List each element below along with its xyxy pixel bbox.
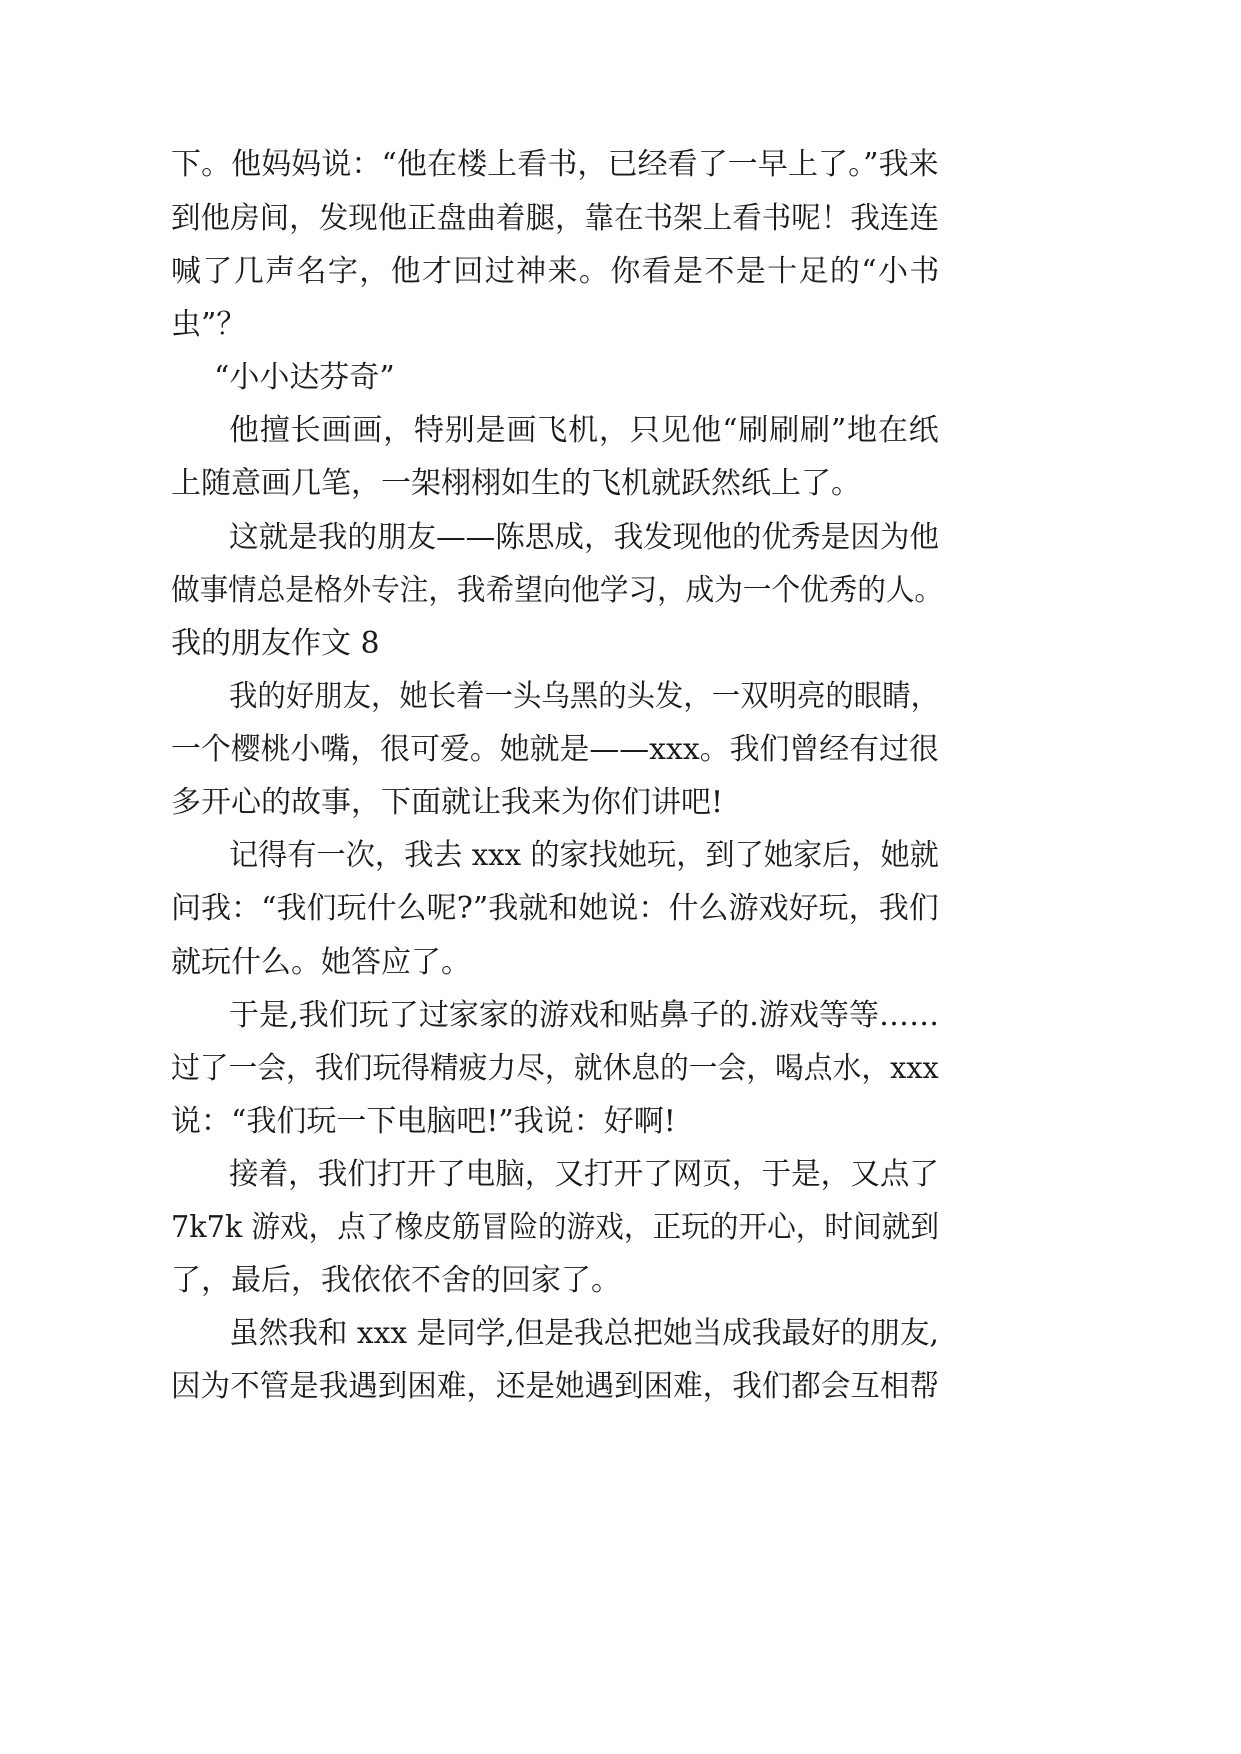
text-line <box>0 1208 1241 1248</box>
line-text: 这就是我的朋友——陈思成，我发现他的优秀是因为他 <box>229 520 939 555</box>
text-line <box>0 252 1241 292</box>
line-text: 做事情总是格外专注，我希望向他学习，成为一个优秀的人。 <box>171 573 943 608</box>
line-text: 多开心的故事，下面就让我来为你们讲吧! <box>171 785 724 820</box>
text-line <box>0 411 1241 451</box>
section-heading <box>0 624 1241 664</box>
subheading <box>0 358 1241 398</box>
text-line <box>0 1049 1241 1089</box>
line-text: 7k7k 游戏，点了橡皮筋冒险的游戏，正玩的开心，时间就到 <box>171 1210 940 1245</box>
line-text: 记得有一次，我去 xxx 的家找她玩，到了她家后，她就 <box>229 838 939 873</box>
line-text: 就玩什么。她答应了。 <box>171 945 471 980</box>
line-text: 说：“我们玩一下电脑吧!”我说：好啊! <box>171 1104 676 1139</box>
text-line <box>0 996 1241 1036</box>
text-line <box>0 464 1241 504</box>
text-line <box>0 943 1241 983</box>
text-line <box>0 730 1241 770</box>
text-line <box>0 1314 1241 1354</box>
line-text: 我的好朋友，她长着一头乌黑的头发，一双明亮的眼睛， <box>229 679 939 714</box>
text-line <box>0 1102 1241 1142</box>
line-text: 因为不管是我遇到困难，还是她遇到困难，我们都会互相帮 <box>171 1369 939 1404</box>
text-line <box>0 518 1241 558</box>
line-text: 了，最后，我依依不舍的回家了。 <box>171 1263 621 1298</box>
text-line <box>0 783 1241 823</box>
text-line <box>0 889 1241 929</box>
text-line <box>0 199 1241 239</box>
line-text: 接着，我们打开了电脑，又打开了网页，于是，又点了 <box>229 1157 939 1192</box>
line-text: 于是,我们玩了过家家的游戏和贴鼻子的.游戏等等…… <box>229 998 940 1033</box>
text-line <box>0 571 1241 611</box>
line-text: 虫”？ <box>171 307 247 342</box>
line-text: 他擅长画画，特别是画飞机，只见他“刷刷刷”地在纸 <box>229 413 940 448</box>
line-text: 问我：“我们玩什么呢?”我就和她说：什么游戏好玩，我们 <box>171 891 939 926</box>
line-text: 上随意画几笔，一架栩栩如生的飞机就跃然纸上了。 <box>171 466 861 501</box>
line-text: 下。他妈妈说：“他在楼上看书，已经看了一早上了。”我来 <box>171 147 939 182</box>
line-text: 喊了几声名字，他才回过神来。你看是不是十足的“小书 <box>171 254 941 289</box>
text-line <box>0 145 1241 185</box>
line-text: 过了一会，我们玩得精疲力尽，就休息的一会，喝点水，xxx <box>171 1051 939 1086</box>
text-line <box>0 305 1241 345</box>
line-text: 一个樱桃小嘴，很可爱。她就是——xxx。我们曾经有过很 <box>171 732 939 767</box>
text-line <box>0 1155 1241 1195</box>
subheading-text: “小小达芬奇” <box>214 360 395 395</box>
line-text: 到他房间，发现他正盘曲着腿，靠在书架上看书呢！我连连 <box>171 201 939 236</box>
text-line <box>0 1367 1241 1407</box>
section-heading-text: 我的朋友作文 8 <box>171 626 380 661</box>
text-line <box>0 836 1241 876</box>
line-text: 虽然我和 xxx 是同学,但是我总把她当成我最好的朋友, <box>229 1316 939 1351</box>
text-line <box>0 677 1241 717</box>
text-line <box>0 1261 1241 1301</box>
